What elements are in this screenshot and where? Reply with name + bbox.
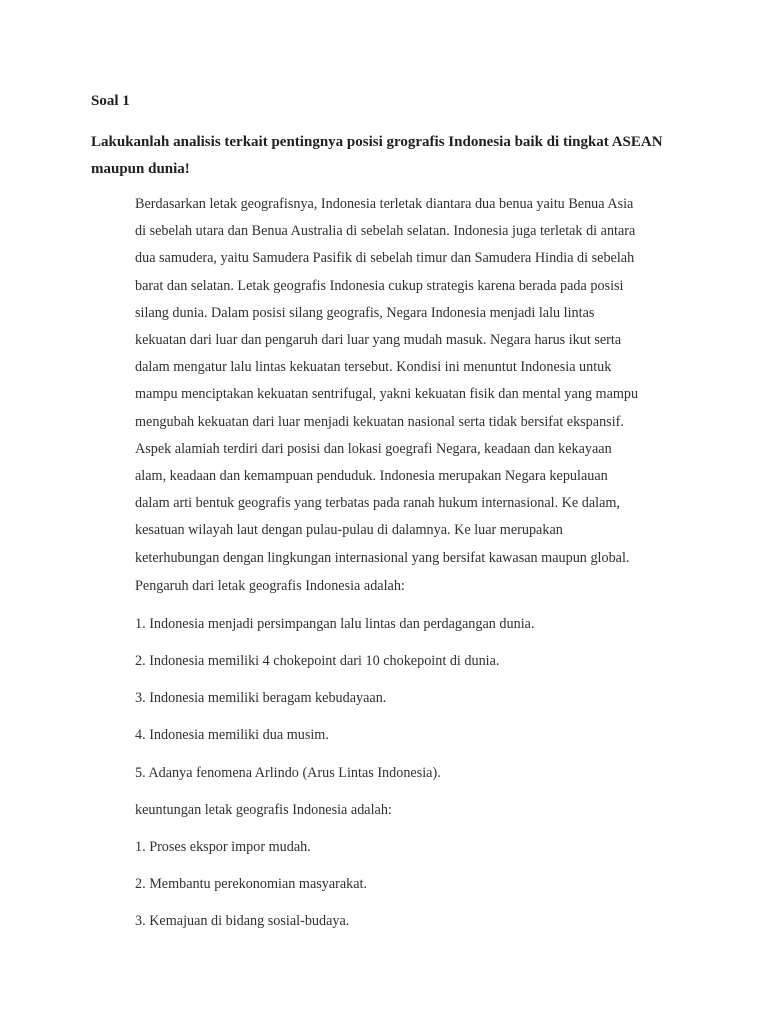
keuntungan-item: 3. Kemajuan di bidang sosial-budaya. [135, 913, 350, 929]
paragraph-line: keterhubungan dengan lingkungan internasional yang bersifat kawasan maupun global. [135, 549, 630, 566]
paragraph-line: kesatuan wilayah laut dengan pulau-pulau di dalamnya. Ke luar merupakan [135, 522, 563, 539]
pengaruh-item: 1. Indonesia menjadi persimpangan lalu lintas dan perdagangan dunia. [135, 616, 535, 632]
paragraph-line: kekuatan dari luar dan pengaruh dari luar yang mudah masuk. Negara harus ikut serta [135, 332, 622, 349]
paragraph-line: dalam arti bentuk geografis yang terbatas pada ranah hukum internasional. Ke dalam, [135, 495, 620, 512]
paragraph-line: Berdasarkan letak geografisnya, Indonesia terletak diantara dua benua yaitu Benua Asia [135, 196, 634, 212]
paragraph-line: Aspek alamiah terdiri dari posisi dan lokasi goegrafi Negara, keadaan dan kekayaan [135, 440, 612, 457]
pengaruh-item: 5. Adanya fenomena Arlindo (Arus Lintas Indonesia). [135, 765, 441, 781]
paragraph-line: dua samudera, yaitu Samudera Pasifik di sebelah timur dan Samudera Hindia di sebelah [135, 250, 635, 267]
paragraph-line: mengubah kekuatan dari luar menjadi kekuatan nasional serta tidak bersifat ekspansif. [135, 413, 624, 430]
question-line: maupun dunia! [91, 161, 190, 177]
question-text [91, 129, 691, 183]
paragraph-line: barat dan selatan. Letak geografis Indonesia cukup strategis karena berada pada posisi [135, 277, 624, 294]
pengaruh-item: 3. Indonesia memiliki beragam kebudayaan. [135, 690, 387, 706]
answer-paragraph [135, 191, 695, 572]
pengaruh-heading: Pengaruh dari letak geografis Indonesia adalah: [135, 578, 405, 594]
section-title: Soal 1 [91, 93, 130, 109]
question-line: Lakukanlah analisis terkait pentingnya posisi grografis Indonesia baik di tingkat ASEAN [91, 134, 663, 150]
paragraph-line: alam, keadaan dan kemampuan penduduk. Indonesia merupakan Negara kepulauan [135, 468, 608, 485]
pengaruh-item: 2. Indonesia memiliki 4 chokepoint dari 10 chokepoint di dunia. [135, 653, 500, 669]
paragraph-line: silang dunia. Dalam posisi silang geografis, Negara Indonesia menjadi lalu lintas [135, 304, 595, 321]
keuntungan-item: 1. Proses ekspor impor mudah. [135, 839, 311, 855]
paragraph-line: di sebelah utara dan Benua Australia di sebelah selatan. Indonesia juga terletak di antara [135, 223, 636, 240]
paragraph-line: dalam mengatur lalu lintas kekuatan tersebut. Kondisi ini menuntut Indonesia untuk [135, 359, 612, 376]
keuntungan-item: 2. Membantu perekonomian masyarakat. [135, 876, 368, 892]
keuntungan-heading: keuntungan letak geografis Indonesia adalah: [135, 802, 392, 818]
pengaruh-item: 4. Indonesia memiliki dua musim. [135, 727, 329, 743]
paragraph-line: mampu menciptakan kekuatan sentrifugal, yakni kekuatan fisik dan mental yang mampu [135, 386, 639, 403]
